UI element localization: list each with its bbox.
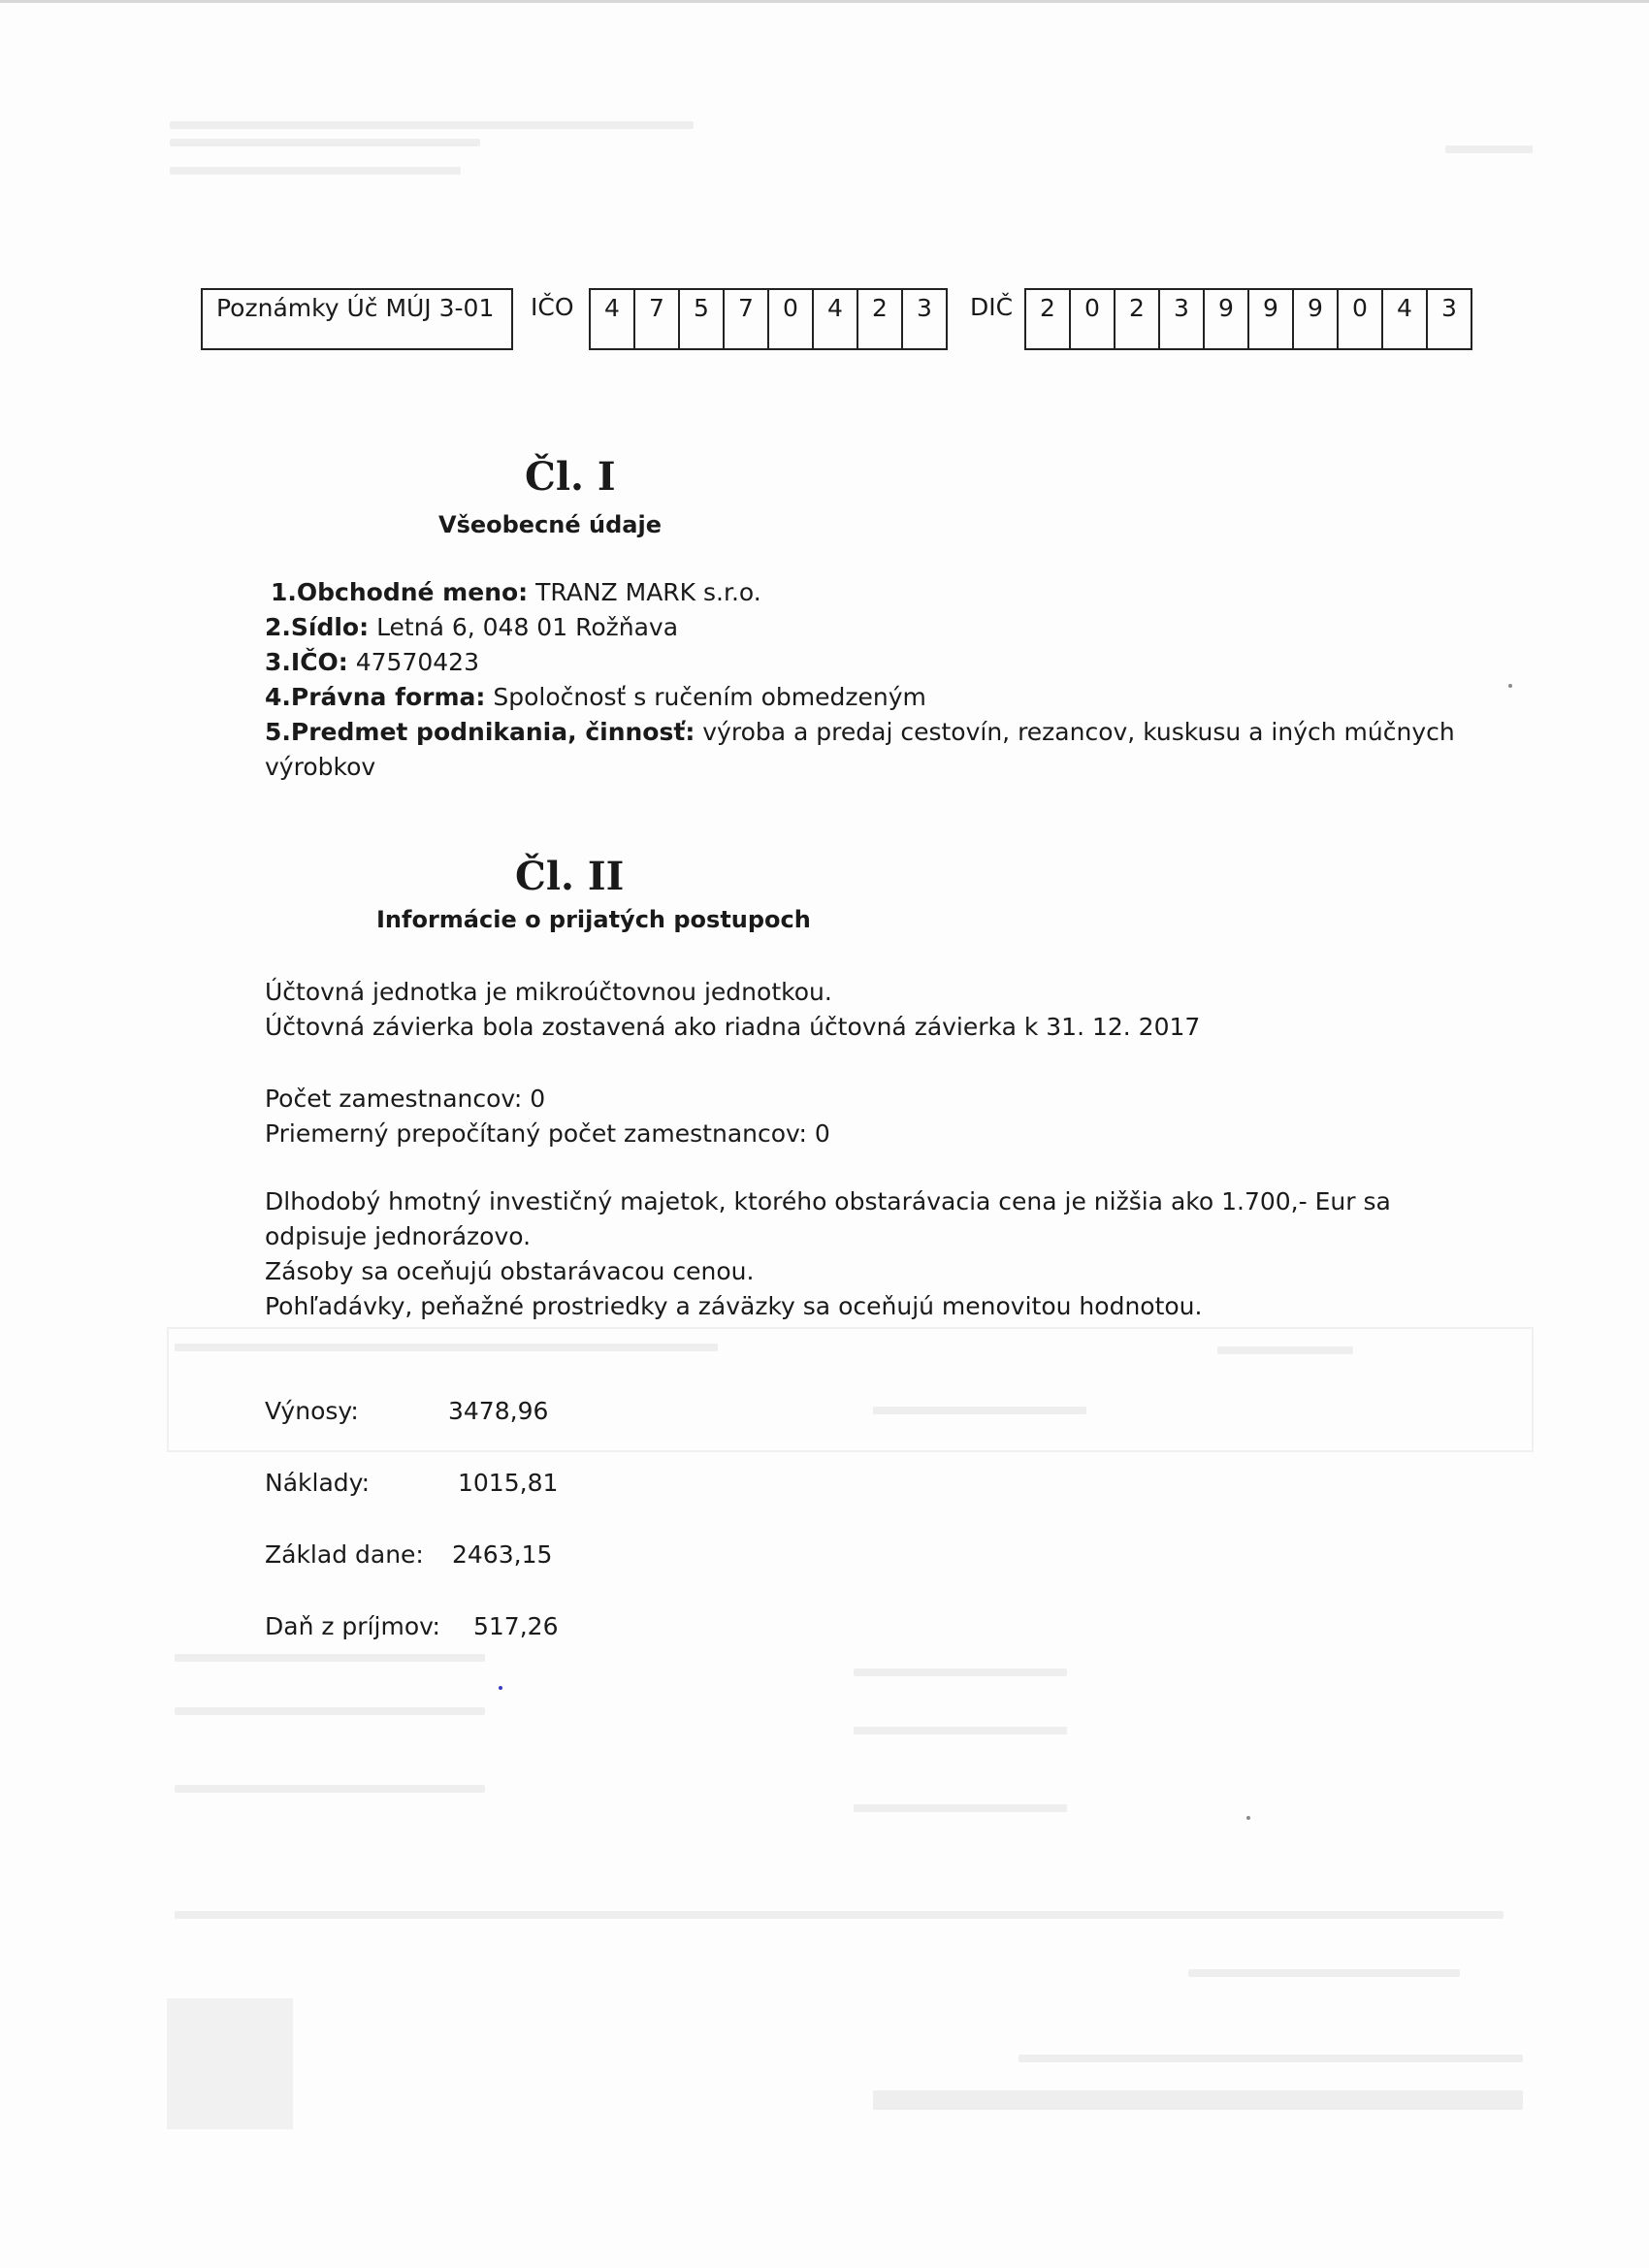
dic-digit: 9 bbox=[1294, 290, 1339, 348]
dic-digit: 4 bbox=[1383, 290, 1428, 348]
info-value: TRANZ MARK s.r.o. bbox=[535, 578, 761, 606]
info-line-seat bbox=[265, 613, 678, 641]
bleed-through bbox=[854, 1669, 1067, 1676]
ico-digit: 3 bbox=[903, 290, 948, 348]
info-line-ico bbox=[265, 648, 479, 676]
bleed-through bbox=[873, 2090, 1523, 2110]
info-label: 4.Právna forma: bbox=[265, 683, 486, 711]
dic-digit: 9 bbox=[1249, 290, 1294, 348]
info-value: výroba a predaj cestovín, rezancov, kuskusu a iných múčnych bbox=[702, 718, 1455, 746]
ico-digit: 0 bbox=[769, 290, 814, 348]
dic-digit: 9 bbox=[1205, 290, 1249, 348]
dic-digit: 3 bbox=[1428, 290, 1472, 348]
paragraph-line: odpisuje jednorázovo. bbox=[265, 1222, 532, 1250]
bleed-through bbox=[175, 1344, 718, 1351]
info-value: 47570423 bbox=[355, 648, 479, 676]
bleed-through bbox=[873, 1407, 1086, 1414]
bleed-through bbox=[175, 1785, 485, 1793]
info-line-business bbox=[265, 718, 1455, 746]
form-label-box: Poznámky Úč MÚJ 3-01 bbox=[201, 288, 513, 350]
financial-label-income-tax: Daň z príjmov: bbox=[265, 1612, 440, 1640]
section1-subtitle: Všeobecné údaje bbox=[438, 511, 662, 538]
ink-speck bbox=[1246, 1816, 1250, 1820]
financial-value-tax-base: 2463,15 bbox=[452, 1540, 553, 1569]
section2-subtitle: Informácie o prijatých postupoch bbox=[376, 906, 811, 933]
ico-digit: 7 bbox=[635, 290, 680, 348]
info-line-legal-form bbox=[265, 683, 926, 711]
section2-title: Čl. II bbox=[515, 854, 625, 899]
bleed-through bbox=[854, 1804, 1067, 1812]
financial-label-revenue: Výnosy: bbox=[265, 1397, 359, 1425]
bleed-through bbox=[170, 139, 480, 146]
financial-label-costs: Náklady: bbox=[265, 1469, 371, 1497]
dic-digit-boxes bbox=[1024, 288, 1472, 350]
ink-speck bbox=[1508, 684, 1512, 688]
financial-value-revenue: 3478,96 bbox=[448, 1397, 549, 1425]
financial-label-tax-base: Základ dane: bbox=[265, 1540, 424, 1569]
paragraph-line: Počet zamestnancov: 0 bbox=[265, 1085, 546, 1113]
ico-digit: 4 bbox=[814, 290, 858, 348]
dic-digit: 0 bbox=[1339, 290, 1383, 348]
info-label: 1.Obchodné meno: bbox=[271, 578, 529, 606]
paragraph-line: Zásoby sa oceňujú obstarávacou cenou. bbox=[265, 1257, 755, 1285]
ico-digit: 4 bbox=[591, 290, 635, 348]
bleed-through bbox=[175, 1654, 485, 1662]
info-value: Spoločnosť s ručením obmedzeným bbox=[493, 683, 926, 711]
bleed-through-block bbox=[167, 1998, 293, 2129]
dic-label: DIČ bbox=[970, 293, 1014, 321]
financial-value-income-tax: 517,26 bbox=[473, 1612, 559, 1640]
info-value: Letná 6, 048 01 Rožňava bbox=[376, 613, 679, 641]
bleed-through bbox=[175, 1707, 485, 1715]
info-label: 2.Sídlo: bbox=[265, 613, 370, 641]
ico-digit: 5 bbox=[680, 290, 725, 348]
ico-digit: 7 bbox=[725, 290, 769, 348]
bleed-through bbox=[1188, 1969, 1460, 1977]
paragraph-line: Dlhodobý hmotný investičný majetok, ktorého obstarávacia cena je nižšia ako 1.700,- Eur sa bbox=[265, 1187, 1391, 1215]
dic-digit: 2 bbox=[1026, 290, 1071, 348]
ink-speck bbox=[499, 1686, 502, 1690]
paragraph-line: Priemerný prepočítaný počet zamestnancov: 0 bbox=[265, 1119, 830, 1148]
dic-digit: 2 bbox=[1116, 290, 1160, 348]
bleed-through bbox=[1217, 1346, 1353, 1354]
paragraph-line: Účtovná jednotka je mikroúčtovnou jednotkou. bbox=[265, 978, 832, 1006]
info-line-business-cont: výrobkov bbox=[265, 753, 376, 781]
info-line-name bbox=[271, 578, 761, 606]
bleed-through bbox=[175, 1911, 1504, 1919]
paragraph-line: Účtovná závierka bola zostavená ako riadna účtovná závierka k 31. 12. 2017 bbox=[265, 1013, 1201, 1041]
scan-edge bbox=[0, 0, 1649, 3]
ico-digit: 2 bbox=[858, 290, 903, 348]
bleed-through bbox=[1445, 146, 1533, 153]
bleed-through bbox=[170, 121, 694, 129]
paragraph-line: Pohľadávky, peňažné prostriedky a záväzky sa oceňujú menovitou hodnotou. bbox=[265, 1292, 1203, 1320]
ico-label: IČO bbox=[531, 293, 574, 321]
info-label: 3.IČO: bbox=[265, 648, 348, 676]
financial-value-costs: 1015,81 bbox=[458, 1469, 559, 1497]
dic-digit: 0 bbox=[1071, 290, 1116, 348]
info-label: 5.Predmet podnikania, činnosť: bbox=[265, 718, 695, 746]
ico-digit-boxes bbox=[589, 288, 948, 350]
bleed-through bbox=[1018, 2055, 1523, 2062]
bleed-through bbox=[170, 167, 461, 175]
dic-digit: 3 bbox=[1160, 290, 1205, 348]
section1-title: Čl. I bbox=[525, 454, 616, 500]
bleed-through bbox=[854, 1727, 1067, 1734]
